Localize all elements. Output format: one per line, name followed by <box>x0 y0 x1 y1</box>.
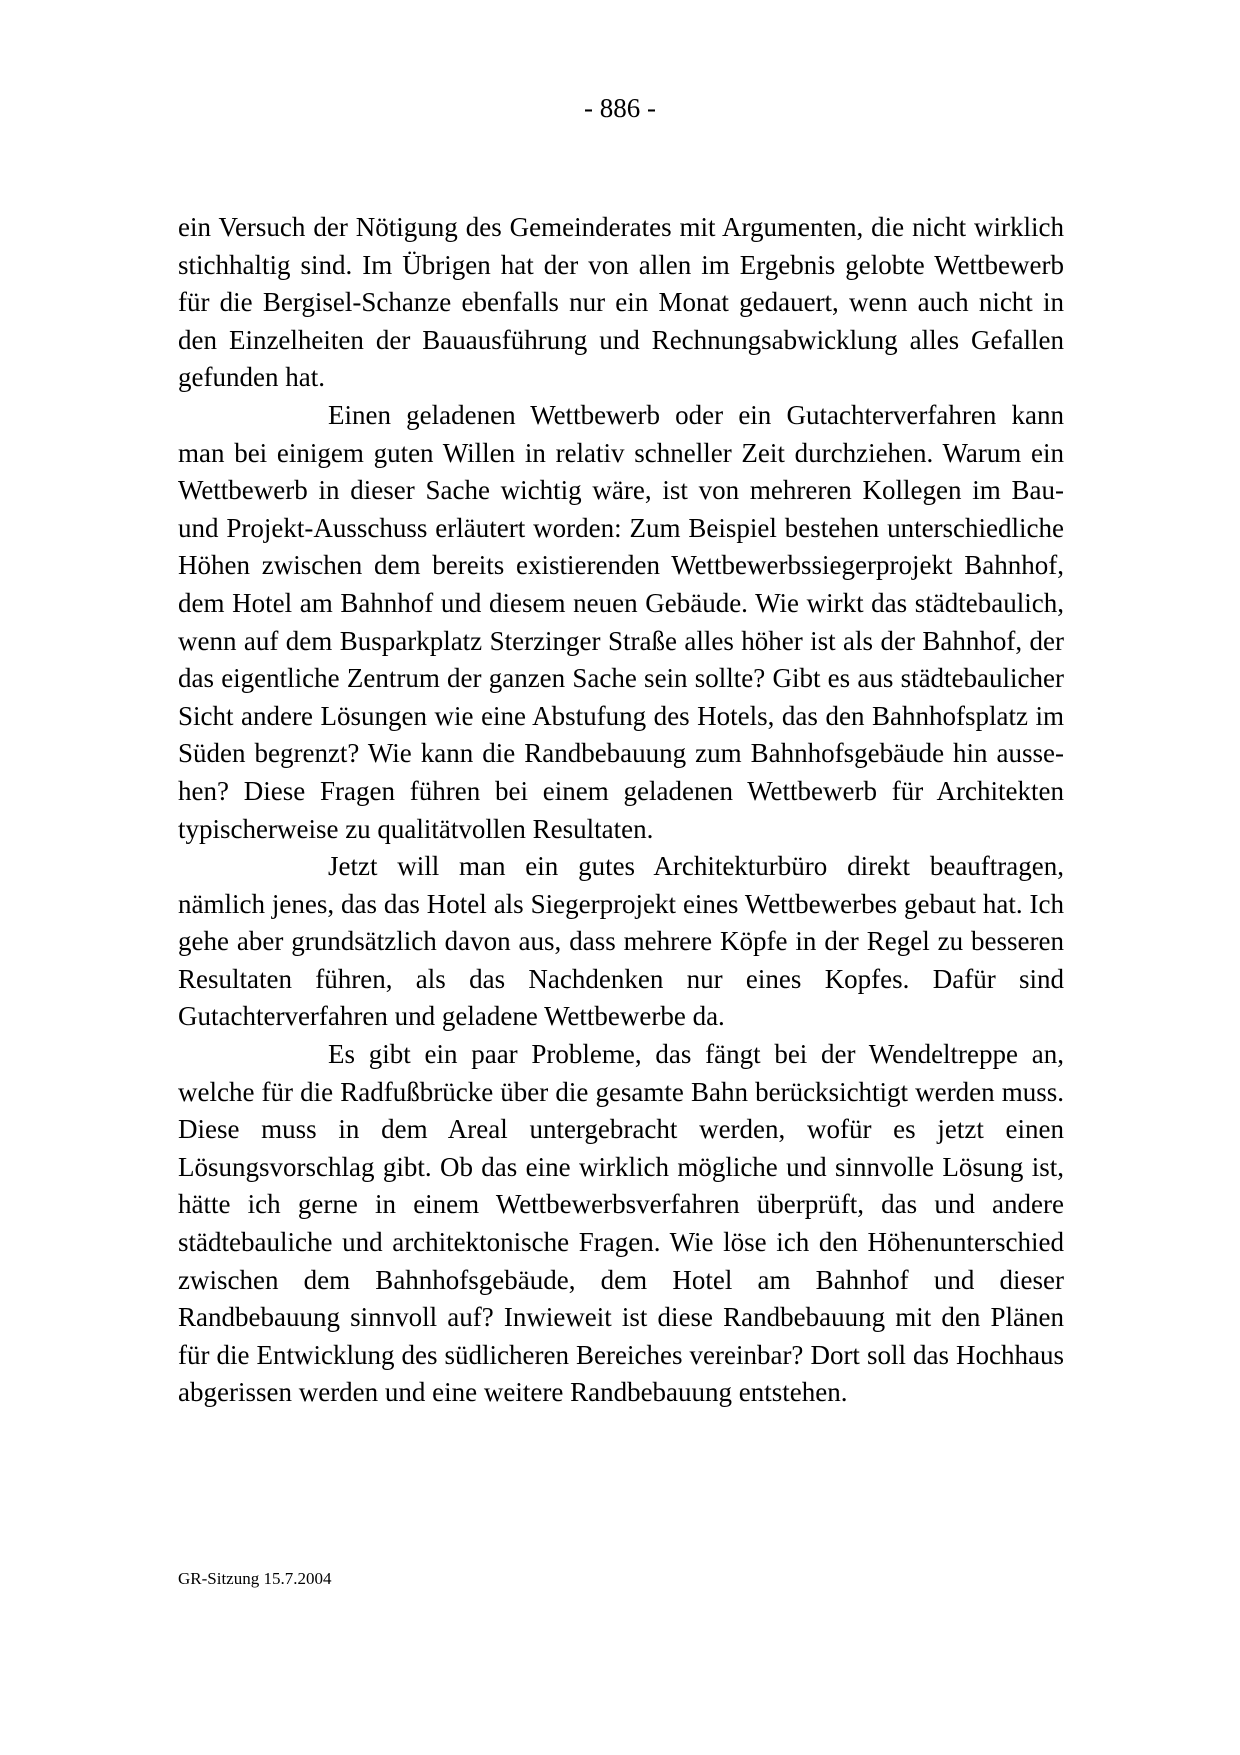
paragraph: Jetzt will man ein gutes Architekturbüro direkt beauftragen, nämlich jenes, das das Hotel als Siegerprojekt eines Wettbewerbes gebaut hat. Ich gehe aber grundsätzlich davon aus, dass mehrere Köpfe in der Regel zu besseren Resultaten führen, als das Nachdenken nur eines Kopfes. Dafür sind Gutachterverfahren und geladene Wettbewerbe da. <box>178 851 1064 1032</box>
body-text <box>178 209 1064 1412</box>
paragraph: Es gibt ein paar Probleme, das fängt bei der Wendeltreppe an, welche für die Radfußbrücke über die gesamte Bahn berücksichtigt werden muss. Diese muss in dem Areal untergebracht werden, wofür es jetzt einen Lösungsvorschlag gibt. Ob das eine wirklich mögliche und sinnvolle Lösung ist, hätte ich gerne in einem Wettbewerbsverfahren überprüft, das und andere städtebauliche und architektonische Fragen. Wie löse ich den Höhenunterschied zwischen dem Bahnhofsgebäude, dem Hotel am Bahnhof und dieser Randbebauung sinnvoll auf? Inwieweit ist diese Randbebauung mit den Plänen für die Entwicklung des südlicheren Bereiches vereinbar? Dort soll das Hochhaus abgerissen werden und eine weitere Randbebauung entstehen. <box>178 1039 1064 1408</box>
paragraph: ein Versuch der Nötigung des Gemeinderates mit Argumenten, die nicht wirklich stichhaltig sind. Im Übrigen hat der von allen im Ergebnis gelobte Wettbewerb für die Bergisel-Schanze ebenfalls nur ein Monat gedauert, wenn auch nicht in den Einzelheiten der Bauausführung und Rechnungsabwicklung alles Gefallen gefunden hat. <box>178 212 1064 393</box>
footer-session-label: GR-Sitzung 15.7.2004 <box>178 1569 332 1588</box>
paragraph: Einen geladenen Wettbewerb oder ein Gutachterverfahren kann man bei einigem guten Willen in relativ schneller Zeit durchziehen. Warum ein Wettbewerb in dieser Sache wichtig wäre, ist von mehreren Kollegen im Bau- und Projekt-Ausschuss erläutert worden: Zum Beispiel bestehen unterschiedliche Höhen zwischen dem bereits existierenden Wettbewerbssiegerprojekt Bahnhof, dem Hotel am Bahnhof und diesem neuen Gebäude. Wie wirkt das städtebaulich, wenn auf dem Busparkplatz Sterzinger Straße alles höher ist als der Bahnhof, der das eigentliche Zentrum der ganzen Sache sein sollte? Gibt es aus städtebaulicher Sicht andere Lösungen wie eine Abstufung des Hotels, das den Bahnhofsplatz im Süden begrenzt? Wie kann die Randbebauung zum Bahnhofsgebäude hin aussehen? Diese Fragen führen bei einem geladenen Wettbewerb für Architekten typischerweise zu qualitätvollen Resultaten. <box>178 399 1064 844</box>
page-number: - 886 - <box>584 93 656 123</box>
